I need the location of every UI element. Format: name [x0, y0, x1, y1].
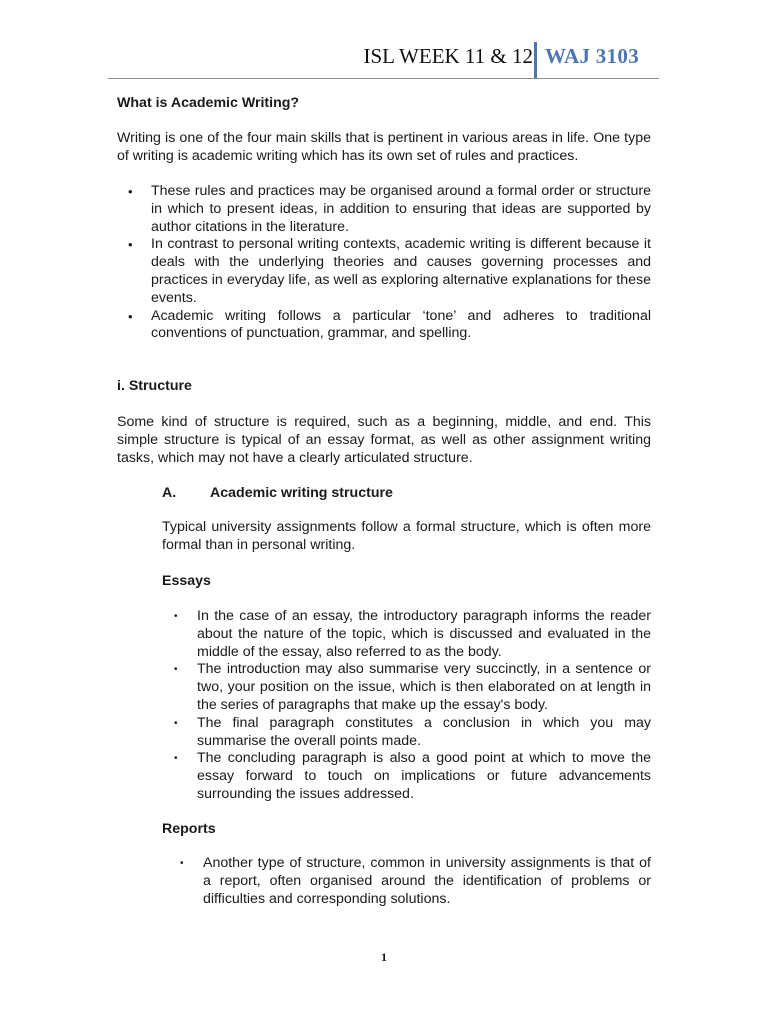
course-code: WAJ 3103 [545, 44, 639, 68]
page-number: 1 [381, 950, 387, 964]
section-heading-structure: i. Structure [117, 378, 192, 394]
essays-heading: Essays [162, 573, 211, 589]
list-item: • The final paragraph constitutes a conclusion in which you may summarise the overall points made. [197, 715, 651, 751]
structure-paragraph: Some kind of structure is required, such as a beginning, middle, and end. This simple structure is typical of an essay format, as well as other assignment writing tasks, which may not have a clearly articulated structure. [117, 414, 651, 466]
academic-writing-bullets [151, 183, 651, 343]
header-title: ISL WEEK 11 & 12 [363, 44, 533, 68]
section-heading-academic-writing: What is Academic Writing? [117, 95, 300, 111]
list-item: • Academic writing follows a particular ‘tone’ and adheres to traditional conventions of punctuation, grammar, and spelling. [151, 308, 651, 344]
subsection-heading: Academic writing structure [210, 485, 393, 501]
subsection-label: A. [162, 485, 177, 501]
report-bullets [203, 855, 651, 908]
structure-intro-paragraph: Typical university assignments follow a formal structure, which is often more formal than in personal writing. [162, 519, 651, 553]
list-item: • Another type of structure, common in university assignments is that of a report, often organised around the identification of problems or difficulties and corresponding solutions. [203, 855, 651, 908]
list-item: • The concluding paragraph is also a good point at which to move the essay forward to touch on implications or future advancements surrounding the issues addressed. [197, 750, 651, 803]
list-item: • In the case of an essay, the introductory paragraph informs the reader about the nature of the topic, which is discussed and evaluated in the middle of the essay, also referred to as the body. [197, 608, 651, 661]
page-header [108, 42, 659, 79]
header-separator [534, 42, 537, 78]
essay-bullets [197, 608, 651, 804]
list-item: • These rules and practices may be organised around a formal order or structure in which to present ideas, in addition to ensuring that ideas are supported by author citations in the literature. [151, 183, 651, 236]
reports-heading: Reports [162, 821, 216, 837]
list-item: • The introduction may also summarise very succinctly, in a sentence or two, your position on the issue, which is then elaborated on at length in the series of paragraphs that make up the essay's body. [197, 661, 651, 714]
intro-paragraph: Writing is one of the four main skills that is pertinent in various areas in life. One type of writing is academic writing which has its own set of rules and practices. [117, 130, 651, 164]
list-item: • In contrast to personal writing contexts, academic writing is different because it deals with the underlying theories and causes governing processes and practices in everyday life, as well as exploring alternative explanations for these events. [151, 236, 651, 307]
